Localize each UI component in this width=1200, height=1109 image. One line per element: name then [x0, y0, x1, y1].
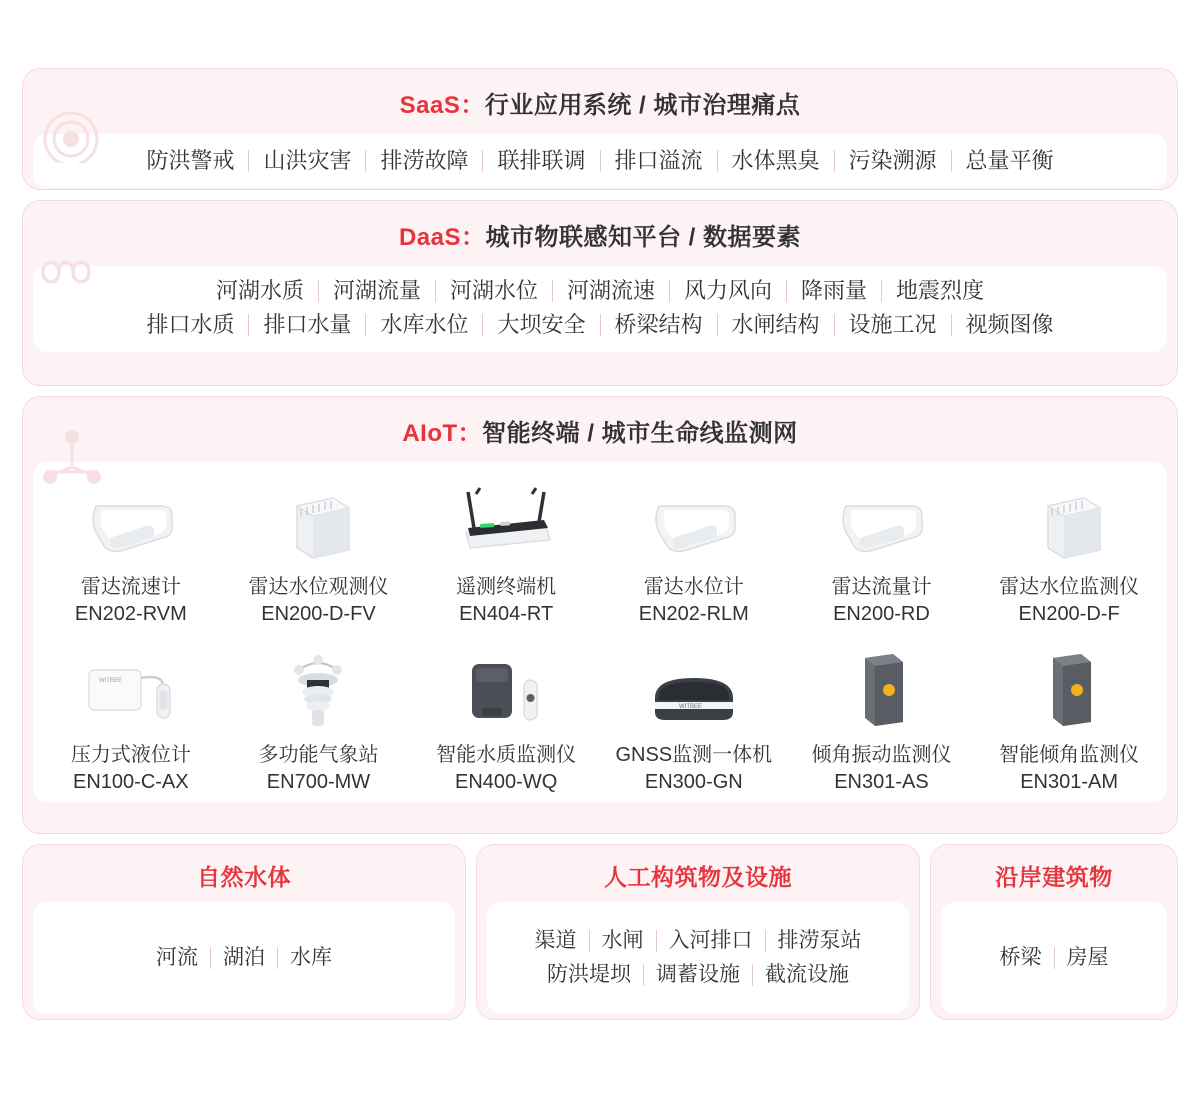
- daas-band: [22, 200, 1178, 386]
- infinity-watermark-icon: [39, 249, 109, 295]
- artificial-structures-title-text: 人工构筑物及设施: [604, 864, 792, 890]
- tilt-vibration-monitor-icon: [792, 640, 970, 736]
- device-card[interactable]: [229, 640, 407, 796]
- artificial-structures-item[interactable]: 水闸: [601, 929, 644, 952]
- natural-water-item[interactable]: 湖泊: [223, 946, 265, 969]
- svg-text:WITBEE: WITBEE: [98, 678, 122, 684]
- weather-station-icon: [229, 640, 407, 736]
- artificial-structures-body: [487, 902, 909, 1014]
- device-name: 雷达水位监测仪: [999, 576, 1140, 598]
- daas-item[interactable]: 视频图像: [965, 312, 1054, 337]
- saas-band: [22, 68, 1178, 190]
- artificial-structures-item[interactable]: 渠道: [534, 929, 577, 952]
- device-model: EN301-AS: [834, 771, 929, 793]
- radar-flow-meter-icon: [792, 472, 970, 568]
- artificial-structures-row-2: [493, 958, 903, 992]
- pressure-level-gauge-icon: [42, 640, 220, 736]
- device-model: EN700-MW: [266, 771, 371, 793]
- aiot-title-sep: ：: [457, 420, 483, 447]
- daas-item[interactable]: 水闸结构: [731, 312, 820, 337]
- saas-title-main: 行业应用系统 / 城市治理痛点: [484, 92, 801, 119]
- device-model: EN301-AM: [1020, 771, 1119, 793]
- device-card[interactable]: [792, 640, 970, 796]
- daas-title: [23, 201, 1177, 266]
- daas-items-row-1: [39, 274, 1161, 308]
- device-model: EN202-RVM: [74, 603, 187, 625]
- artificial-structures-card: [476, 844, 920, 1020]
- device-name: 雷达流速计: [80, 576, 181, 598]
- device-model: EN404-RT: [459, 603, 554, 625]
- device-card[interactable]: [229, 472, 407, 628]
- device-card[interactable]: [42, 640, 220, 796]
- daas-item[interactable]: 风力风向: [684, 278, 773, 303]
- artificial-structures-item[interactable]: 排涝泵站: [777, 929, 862, 952]
- device-card[interactable]: [792, 472, 970, 628]
- saas-title-prefix: SaaS: [399, 92, 461, 119]
- device-card[interactable]: [417, 472, 595, 628]
- water-quality-monitor-icon: [417, 640, 595, 736]
- natural-water-item[interactable]: 水库: [290, 946, 332, 969]
- saas-item[interactable]: 联排联调: [497, 148, 586, 173]
- natural-water-title: [23, 845, 465, 902]
- natural-water-card: [22, 844, 466, 1020]
- device-model: EN202-RLM: [638, 603, 749, 625]
- radar-level-observer-icon: [229, 472, 407, 568]
- daas-item[interactable]: 排口水质: [146, 312, 235, 337]
- coastal-buildings-item[interactable]: 桥梁: [999, 946, 1042, 969]
- daas-item[interactable]: 河湖水质: [215, 278, 304, 303]
- saas-item[interactable]: 总量平衡: [965, 148, 1054, 173]
- device-name: 智能倾角监测仪: [999, 744, 1140, 766]
- device-card[interactable]: [980, 472, 1158, 628]
- device-name: 倾角振动监测仪: [811, 744, 952, 766]
- saas-item[interactable]: 山洪灾害: [263, 148, 352, 173]
- saas-title-sep: ：: [460, 92, 485, 119]
- device-name: 压力式液位计: [70, 744, 191, 766]
- daas-title-sep: ：: [461, 224, 486, 251]
- device-card[interactable]: [417, 640, 595, 796]
- device-name: 雷达水位计: [643, 576, 744, 598]
- natural-water-title-text: 自然水体: [197, 864, 291, 890]
- saas-body: [33, 134, 1167, 188]
- artificial-structures-item[interactable]: 防洪堤坝: [547, 963, 631, 986]
- aiot-device-row-2: [37, 640, 1163, 796]
- saas-items-row: [39, 144, 1161, 178]
- coastal-buildings-row-1: [947, 941, 1161, 975]
- artificial-structures-item[interactable]: 调蓄设施: [656, 963, 740, 986]
- artificial-structures-item[interactable]: 入河排口: [668, 929, 753, 952]
- radar-level-monitor-icon: [980, 472, 1158, 568]
- network-node-watermark-icon: [39, 427, 105, 493]
- daas-item[interactable]: 桥梁结构: [614, 312, 703, 337]
- daas-item[interactable]: 设施工况: [848, 312, 937, 337]
- device-name: 遥测终端机: [456, 576, 557, 598]
- natural-water-row-1: [39, 941, 449, 975]
- device-model: EN200-RD: [833, 603, 930, 625]
- gnss-monitor-icon: [605, 640, 783, 736]
- aiot-body: [33, 462, 1167, 802]
- saas-title: [23, 69, 1177, 134]
- daas-item[interactable]: 地震烈度: [896, 278, 985, 303]
- device-card[interactable]: [980, 640, 1158, 796]
- device-name: GNSS监测一体机: [615, 744, 773, 766]
- coastal-buildings-title-text: 沿岸建筑物: [995, 864, 1113, 890]
- aiot-device-row-1: [37, 472, 1163, 628]
- saas-item[interactable]: 水体黑臭: [731, 148, 820, 173]
- device-card[interactable]: [605, 472, 783, 628]
- objects-row: [22, 844, 1178, 1020]
- device-name: 雷达流量计: [831, 576, 932, 598]
- daas-item[interactable]: 河湖水位: [449, 278, 538, 303]
- coastal-buildings-title: [931, 845, 1177, 902]
- natural-water-body: [33, 902, 455, 1014]
- smart-tilt-monitor-icon: [980, 640, 1158, 736]
- daas-items-row-2: [39, 308, 1161, 342]
- radar-watermark-icon: [39, 99, 103, 163]
- coastal-buildings-card: [930, 844, 1178, 1020]
- device-name: 智能水质监测仪: [436, 744, 577, 766]
- device-card[interactable]: [42, 472, 220, 628]
- device-model: EN400-WQ: [455, 771, 558, 793]
- rtu-router-icon: [417, 472, 595, 568]
- daas-item[interactable]: 大坝安全: [497, 312, 586, 337]
- aiot-title-prefix: AIoT: [402, 420, 458, 447]
- device-model: EN300-GN: [644, 771, 743, 793]
- aiot-title-main: 智能终端 / 城市生命线监测网: [482, 420, 798, 447]
- coastal-buildings-item[interactable]: 房屋: [1066, 946, 1109, 969]
- daas-item[interactable]: 河湖流量: [332, 278, 421, 303]
- coastal-buildings-body: [941, 902, 1167, 1014]
- aiot-band: [22, 396, 1178, 834]
- daas-item[interactable]: 水库水位: [380, 312, 469, 337]
- device-model: EN100-C-AX: [73, 771, 189, 793]
- saas-item[interactable]: 防洪警戒: [146, 148, 235, 173]
- artificial-structures-item[interactable]: 截流设施: [765, 963, 849, 986]
- saas-item[interactable]: 排涝故障: [380, 148, 469, 173]
- saas-item[interactable]: 污染溯源: [848, 148, 937, 173]
- device-name: 雷达水位观测仪: [248, 576, 389, 598]
- saas-item[interactable]: 排口溢流: [614, 148, 703, 173]
- artificial-structures-row-1: [493, 924, 903, 958]
- daas-title-prefix: DaaS: [398, 224, 462, 251]
- daas-item[interactable]: 河湖流速: [566, 278, 655, 303]
- svg-text:WITBEE: WITBEE: [678, 704, 702, 710]
- daas-body: [33, 266, 1167, 352]
- aiot-title: [23, 397, 1177, 462]
- daas-item[interactable]: 排口水量: [263, 312, 352, 337]
- device-model: EN200-D-FV: [261, 603, 376, 625]
- radar-level-meter-icon: [605, 472, 783, 568]
- artificial-structures-title: [477, 845, 919, 902]
- natural-water-item[interactable]: 河流: [156, 946, 198, 969]
- device-name: 多功能气象站: [258, 744, 379, 766]
- device-model: EN200-D-F: [1018, 603, 1120, 625]
- daas-item[interactable]: 降雨量: [801, 278, 868, 303]
- daas-title-main: 城市物联感知平台 / 数据要素: [485, 224, 802, 251]
- device-card[interactable]: [605, 640, 783, 796]
